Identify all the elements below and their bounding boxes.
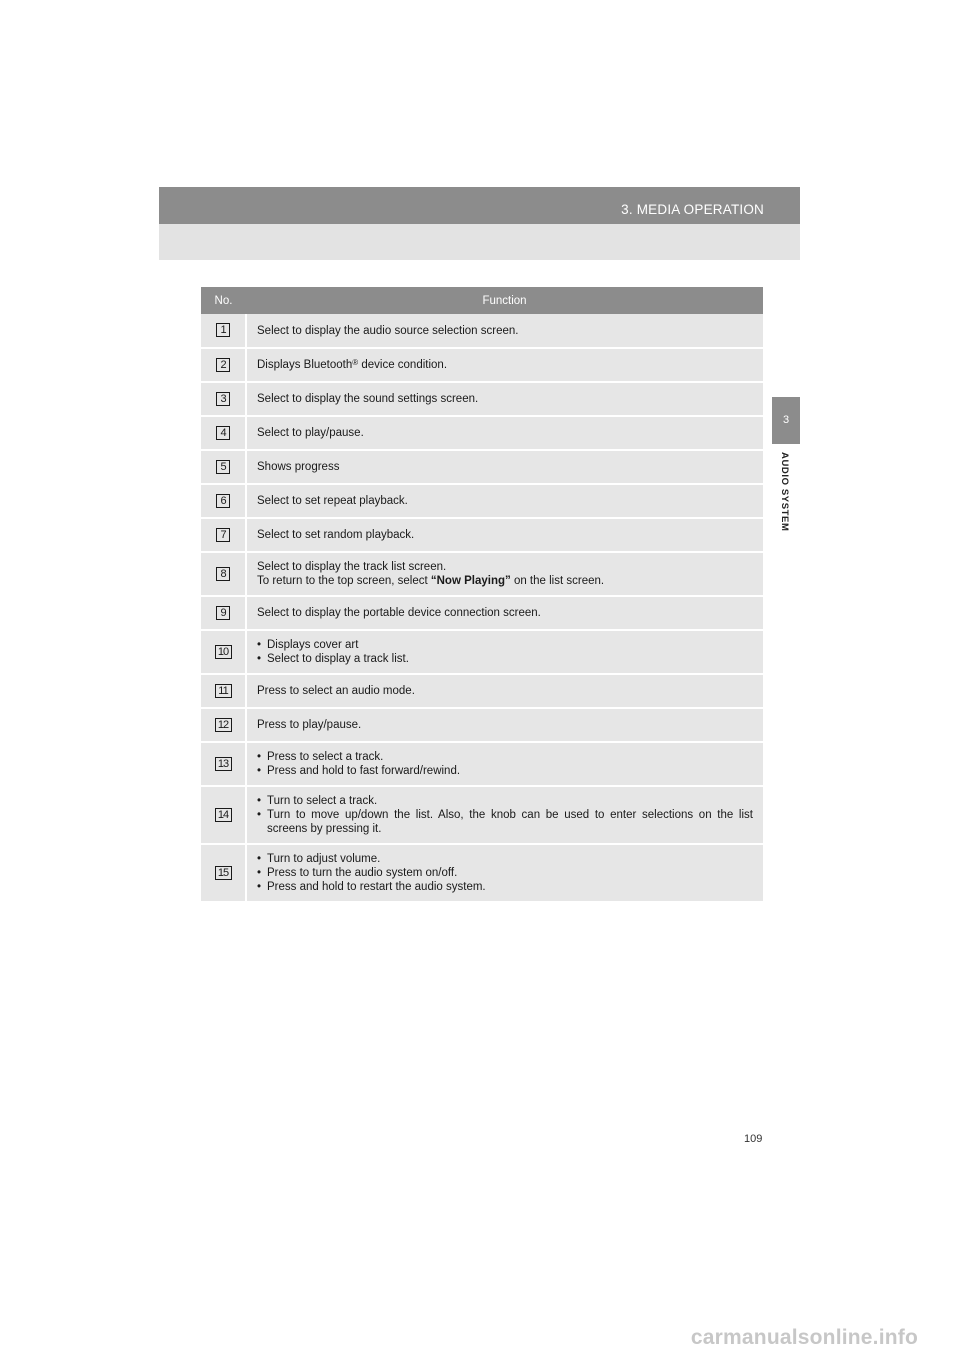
row-number-badge: 8: [216, 567, 230, 581]
row-number-badge: 9: [216, 606, 230, 620]
row-number-badge: 12: [215, 718, 232, 732]
bullet-item: • Turn to adjust volume.: [257, 853, 381, 865]
bullet-item: • Press and hold to fast forward/rewind.: [257, 765, 461, 777]
function-text: Select to set repeat playback.: [246, 484, 763, 518]
section-title: 3. MEDIA OPERATION: [621, 202, 764, 217]
function-table: [201, 287, 763, 903]
function-text: Displays Bluetooth® device condition.: [246, 348, 763, 382]
row-number-badge: 2: [216, 358, 230, 372]
table-row: [201, 596, 763, 630]
function-text: [246, 742, 763, 786]
table-row: [201, 518, 763, 552]
function-text: [246, 786, 763, 844]
column-header-function: Function: [246, 287, 763, 314]
row-number-badge: 7: [216, 528, 230, 542]
bullet-item: • Select to display a track list.: [257, 653, 409, 665]
function-text: [246, 630, 763, 674]
row-number-badge: 5: [216, 460, 230, 474]
function-text: Select to display the portable device connection screen.: [246, 596, 763, 630]
bullet-item: • Press to select a track.: [257, 751, 384, 763]
bullet-item: • Turn to select a track.: [257, 795, 378, 807]
registered-mark: ®: [352, 358, 359, 367]
table-row: [201, 314, 763, 348]
bullet-item: • Displays cover art: [257, 639, 359, 651]
bullet-item: • Press and hold to restart the audio system.: [257, 881, 486, 893]
row-number-badge: 3: [216, 392, 230, 406]
column-header-no: No.: [201, 287, 246, 314]
table-row: [201, 708, 763, 742]
row-number-badge: 10: [215, 645, 232, 659]
function-text: Select to display the sound settings screen.: [246, 382, 763, 416]
chapter-label: AUDIO SYSTEM: [779, 452, 790, 532]
function-text: Select to play/pause.: [246, 416, 763, 450]
table-row: [201, 348, 763, 382]
row-number-badge: 11: [215, 684, 232, 698]
header-band: [159, 187, 800, 224]
row-number-badge: 13: [215, 757, 232, 771]
table-row: [201, 844, 763, 902]
row-number-badge: 15: [215, 866, 232, 880]
bullet-item: • Press to turn the audio system on/off.: [257, 867, 458, 879]
table-row: [201, 742, 763, 786]
table-row: [201, 416, 763, 450]
function-text: Press to select an audio mode.: [246, 674, 763, 708]
table-row: [201, 786, 763, 844]
function-text: Select to display the audio source selection screen.: [246, 314, 763, 348]
watermark: carmanualsonline.info: [690, 1326, 918, 1349]
bullet-item: • Turn to move up/down the list. Also, the knob can be used to enter selections on the list screens by pressing it.: [257, 809, 753, 835]
chapter-tab: 3: [772, 397, 800, 444]
table-row: [201, 630, 763, 674]
function-text: Select to display the track list screen. To return to the top screen, select “Now Playing” on the list screen.: [246, 552, 763, 596]
row-number-badge: 14: [215, 808, 232, 822]
function-text: Press to play/pause.: [246, 708, 763, 742]
row-number-badge: 4: [216, 426, 230, 440]
table-header-row: [201, 287, 763, 314]
row-number-badge: 6: [216, 494, 230, 508]
page-number: 109: [744, 1133, 763, 1145]
table-row: [201, 382, 763, 416]
table-row: [201, 674, 763, 708]
table-row: [201, 552, 763, 596]
now-playing-label: “Now Playing”: [430, 575, 511, 587]
table-row: [201, 484, 763, 518]
function-text: [246, 844, 763, 902]
function-text: Select to set random playback.: [246, 518, 763, 552]
function-text: Shows progress: [246, 450, 763, 484]
row-number-badge: 1: [216, 323, 230, 337]
header-sub-band: [159, 224, 800, 260]
table-row: [201, 450, 763, 484]
